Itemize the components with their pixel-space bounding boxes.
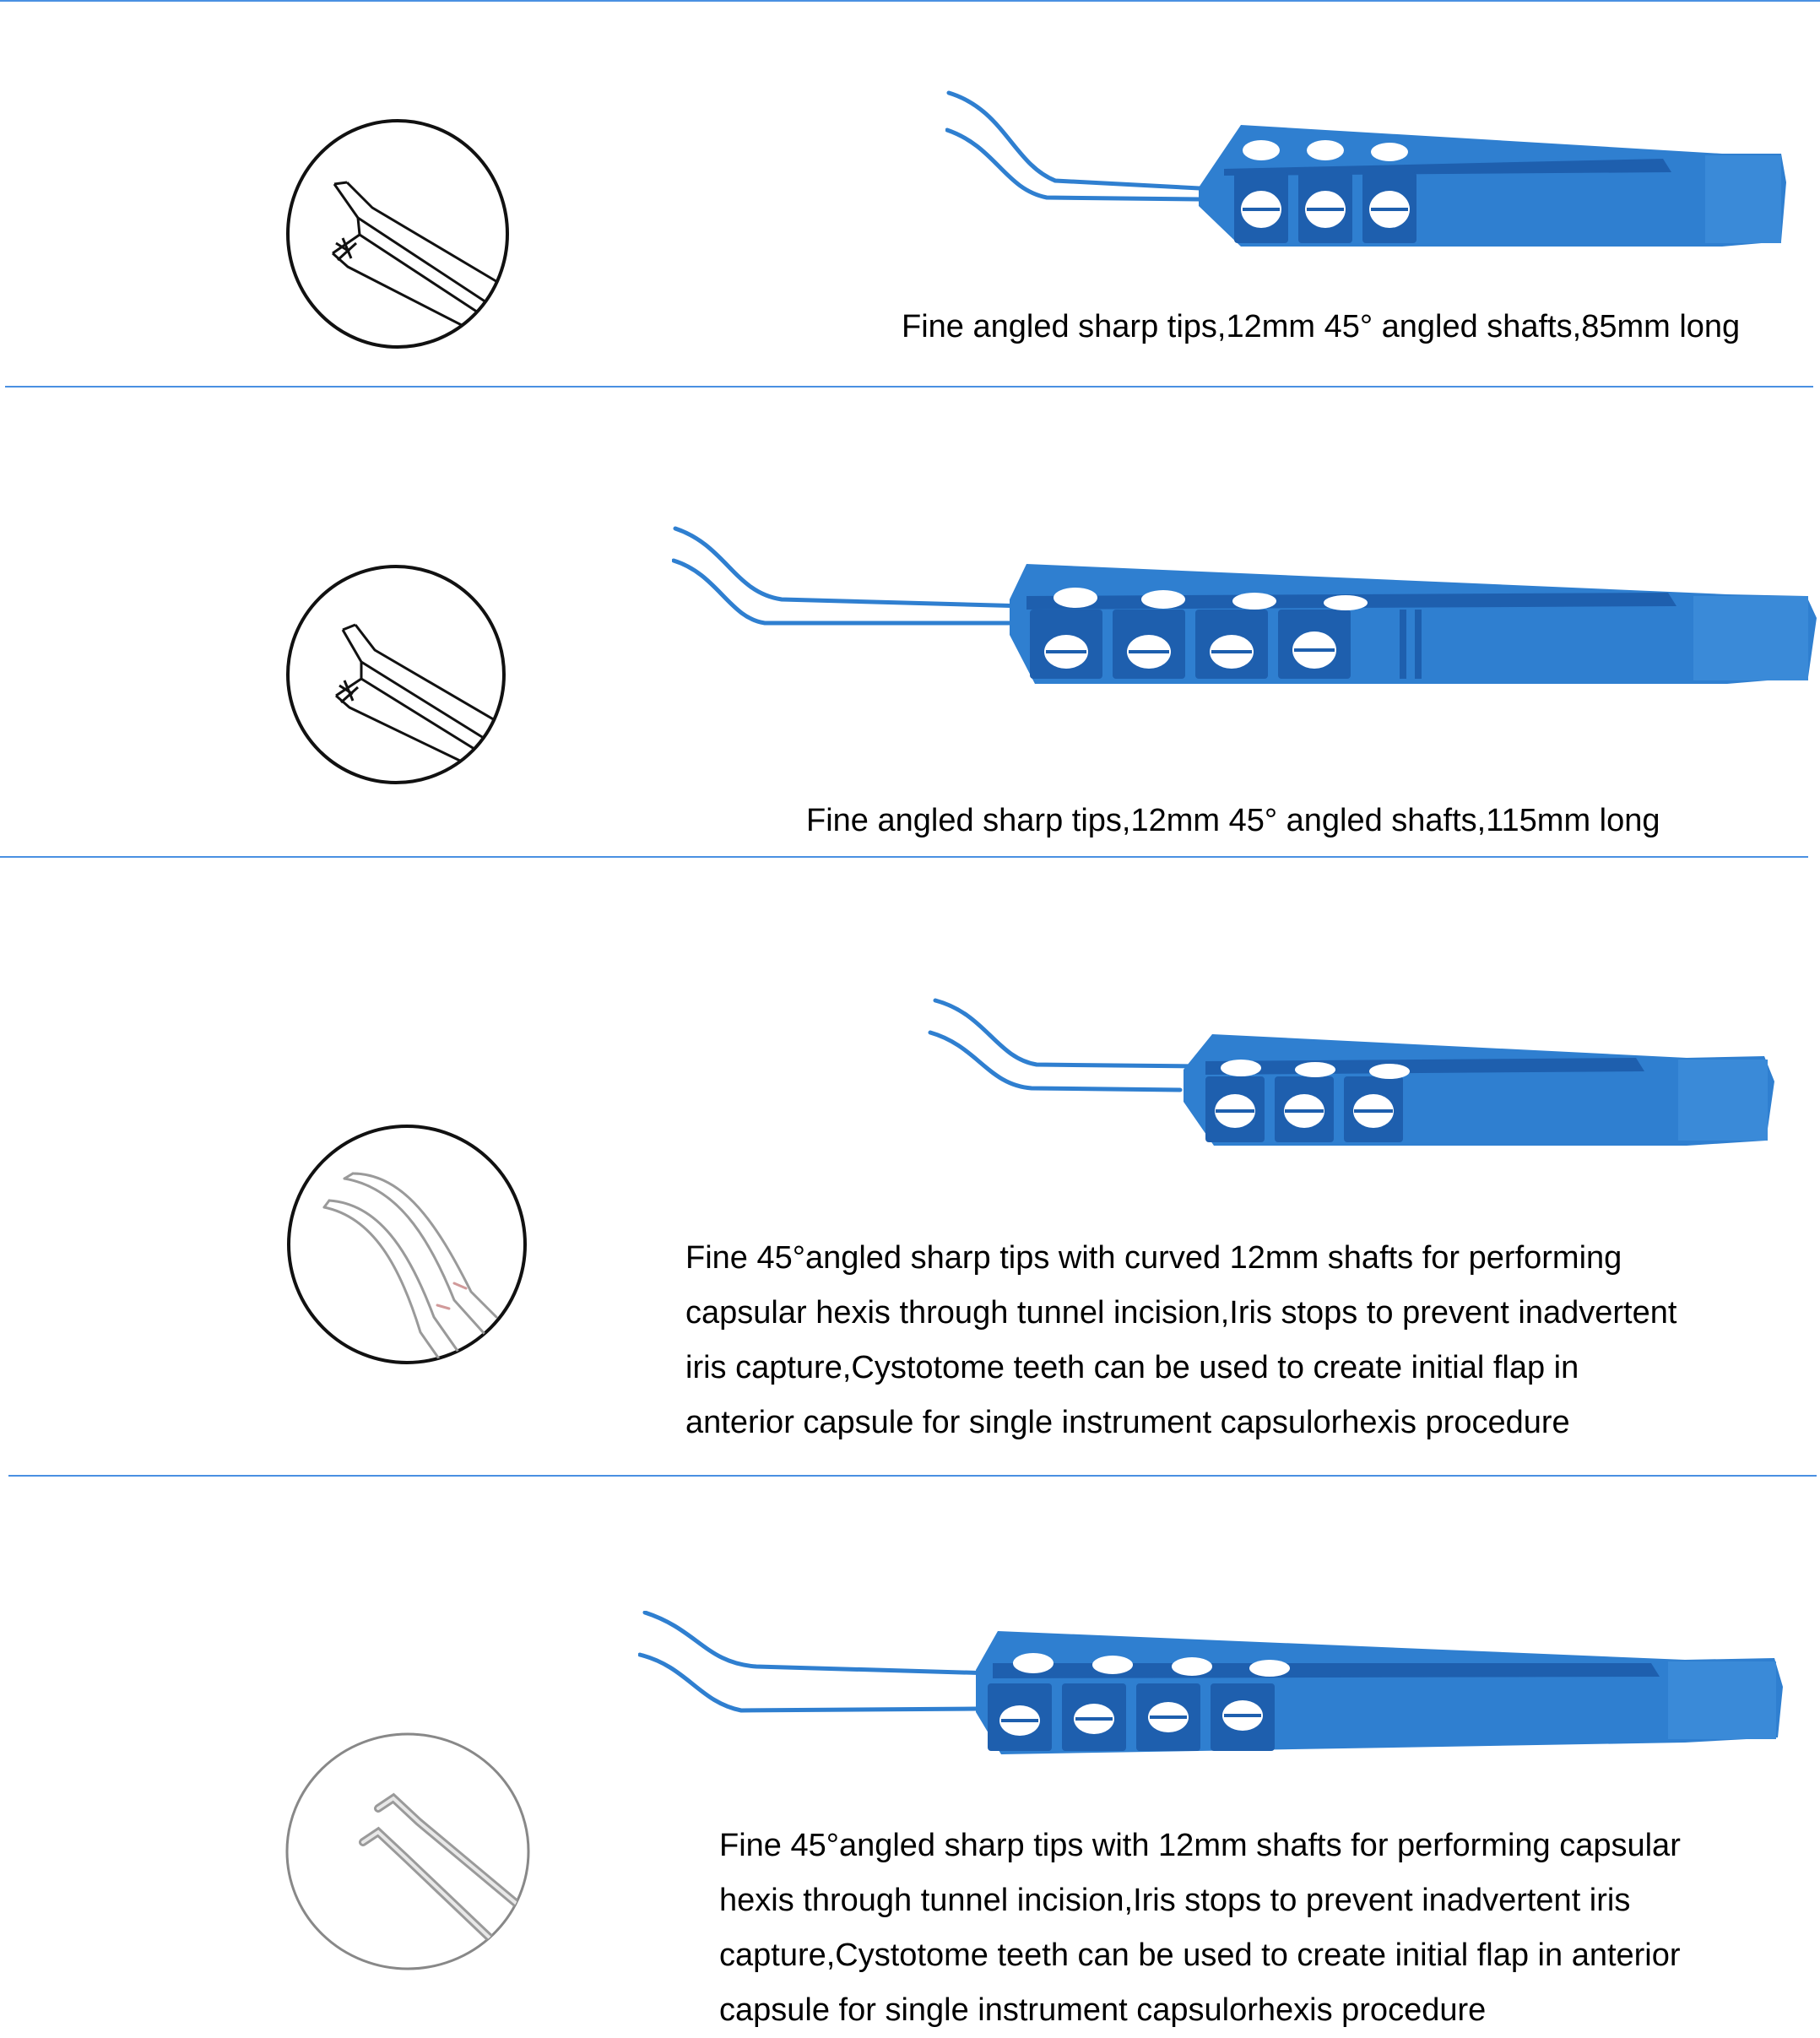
angled-tip-photo-icon xyxy=(284,1731,532,1972)
divider-top xyxy=(0,0,1820,2)
divider-1 xyxy=(5,386,1813,388)
caption-line: Fine angled sharp tips,12mm 45° angled shafts,85mm long xyxy=(902,309,1741,344)
caption-line: Fine 45°angled sharp tips with curved 12mm shafts for performing xyxy=(685,1240,1622,1276)
caption-line: Fine angled sharp tips,12mm 45° angled shafts,115mm long xyxy=(806,803,1660,838)
forceps-85mm-photo xyxy=(945,88,1795,255)
caption-line: capture,Cystotome teeth can be used to create initial flap in anterior xyxy=(719,1938,1681,1973)
curved-tip-sketch-icon xyxy=(285,1123,528,1366)
caption-line: iris capture,Cystotome teeth can be used to create initial flap in xyxy=(685,1350,1579,1385)
caption-line: hexis through tunnel incision,Iris stops to prevent inadvertent iris xyxy=(719,1883,1631,1918)
item-caption xyxy=(806,794,1660,848)
caption-line: capsular hexis through tunnel incision,Iris stops to prevent inadvertent xyxy=(685,1295,1677,1331)
caption-line: Fine 45°angled sharp tips with 12mm shafts for performing capsular xyxy=(719,1828,1681,1863)
angled-tip-line-drawing-icon xyxy=(284,117,512,351)
divider-3 xyxy=(8,1475,1817,1477)
forceps-115mm-photo xyxy=(672,525,1820,691)
divider-2 xyxy=(0,856,1808,858)
forceps-long-photo xyxy=(638,1611,1786,1766)
forceps-curved-shaft-photo xyxy=(927,997,1778,1149)
angled-tip-line-drawing-icon xyxy=(284,562,508,787)
caption-line: capsule for single instrument capsulorhexis procedure xyxy=(719,1992,1487,2028)
item-caption xyxy=(719,1818,1681,2038)
item-caption xyxy=(902,300,1740,355)
caption-line: anterior capsule for single instrument capsulorhexis procedure xyxy=(685,1405,1570,1440)
item-caption xyxy=(685,1231,1676,1450)
